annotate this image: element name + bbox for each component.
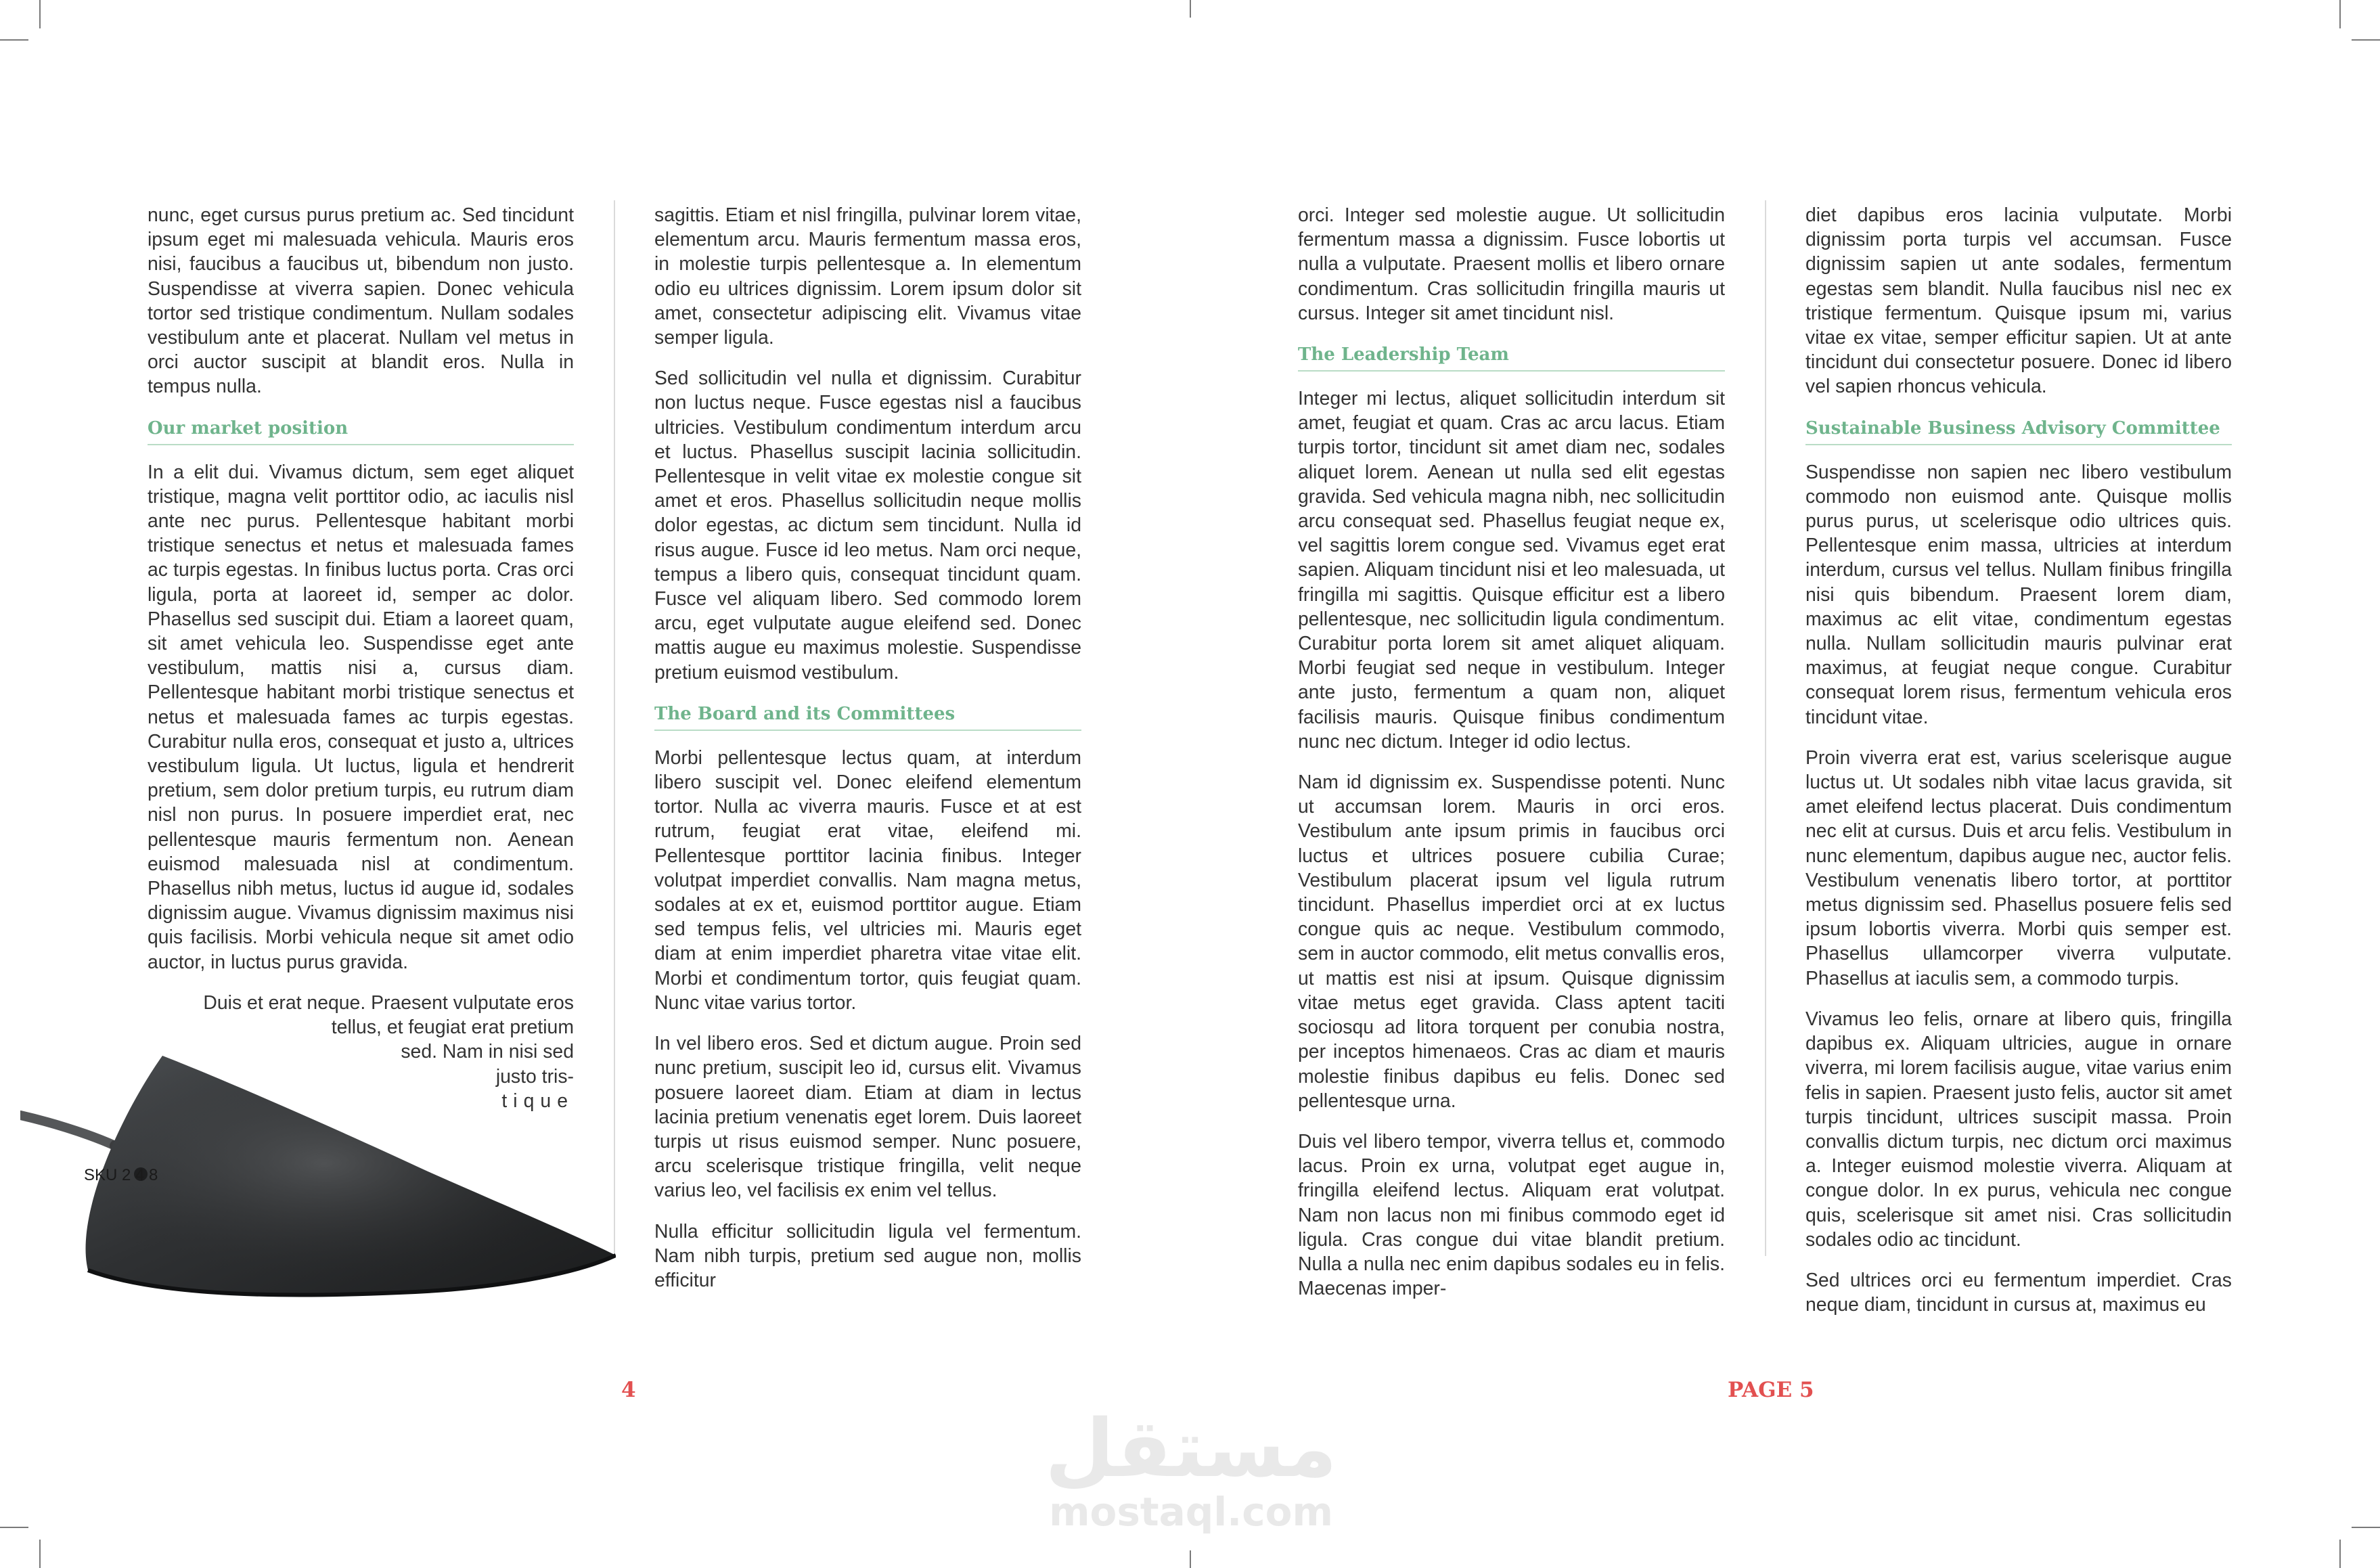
pull-quote-line: Duis et erat neque. Praesent vulputate eros [203, 991, 574, 1014]
left-page-column-1 [148, 203, 574, 1113]
left-page-column-2 [654, 203, 1081, 1309]
body-paragraph: Morbi pellentesque lectus quam, at interdum libero suscipit vel. Donec eleifend elementum tortor. Nulla ac viverra mauris. Fusce et at est rutrum, feugiat erat vitae, eleifend mi. Pellentesque porttitor lacinia finibus. Integer volutpat imperdiet convallis. Nam magna metus, sodales at ex et, euismod porttitor augue. Etiam sed tempus felis, vel ultricies mi. Mauris eget diam at enim imperdiet pharetra vitae vitae elit. Morbi et condimentum tortor, quis feugiat quam. Nunc vitae varius tortor. [654, 746, 1081, 1014]
body-paragraph: orci. Integer sed molestie augue. Ut sollicitudin fermentum massa a dignissim. Fusce lobortis ut nulla a vulputate. Praesent mollis et libero ornare condimentum. Cras sollicitudin fringilla mauris ut cursus. Integer sit amet tincidunt nisl. [1298, 204, 1725, 324]
watermark-logo-arabic: مستقل [1045, 1402, 1337, 1495]
body-paragraph: nunc, eget cursus purus pretium ac. Sed tincidunt ipsum eget mi malesuada vehicula. Mauris eros nisi, faucibus a faucibus ut, bibendum non justo. Suspendisse at viverra sapien. Donec vehicula tortor sed tristique condimentum. Nullam sodales vestibulum ante et placerat. Nullam vel metus in orci auctor suscipit at blandit eros. Nulla in tempus nulla. [148, 204, 574, 398]
body-paragraph: In a elit dui. Vivamus dictum, sem eget aliquet tristique, magna velit porttitor odio, ac iaculis nisl ante nec purus. Pellentesque habitant morbi tristique senectus et netus et malesuada fames ac turpis egestas. In finibus luctus porta. Cras orci ligula, porta at laoreet id, semper ac dolor. Phasellus sed suscipit dui. Etiam a laoreet quam, sit amet vehicula leo. Suspendisse eget ante vestibulum, mattis nisi a, cursus diam. Pellentesque habitant morbi tristique senectus et netus et malesuada fames ac turpis egestas. Curabitur nulla eros, consequat et justo a, ultrices vestibulum ligula. Ut luctus, ligula et hendrerit pretium, sem dolor pretium turpis, eu rutrum diam nisl non purus. In posuere imperdiet erat, nec pellentesque mauris fermentum non. Aenean euismod malesuada nisl at condimentum. Phasellus nibh metus, luctus id augue id, sodales dignissim augue. Vivamus dignissim maximus nisi quis facilisis. Morbi vehicula neque sit amet odio auctor, in luctus purus gravida. [148, 461, 574, 973]
body-paragraph: Vivamus leo felis, ornare at libero quis, fringilla dapibus ex. Aliquam ultricies, augue in ornare viverra, mi lorem facilisis augue, vitae varius enim felis in sapien. Praesent justo felis, auctor sit amet turpis tincidunt, ultrices suscipit massa. Proin convallis dictum turpis, nec dictum orci maximus a. Integer euismod molestie viverra. Aliquam at congue dolor. In ex purus, vehicula nec congue quis, scelerisque sit amet nisi. Cras sollicitudin sodales odio ac tincidunt. [1805, 1008, 2232, 1251]
body-paragraph: Nulla efficitur sollicitudin ligula vel fermentum. Nam nibh turpis, pretium sed augue non, mollis efficitur [654, 1220, 1081, 1291]
body-paragraph: Duis vel libero tempor, viverra tellus et, commodo lacus. Proin ex urna, volutpat eget augue in, fringilla eleifend lectus. Aliquam erat volutpat. Nam non lacus non mi finibus commodo eget id ligula. Cras congue dui vitae blandit pretium. Nulla a nulla nec enim dapibus sodales eu in felis. Maecenas imper- [1298, 1130, 1725, 1300]
body-paragraph: sagittis. Etiam et nisl fringilla, pulvinar lorem vitae, elementum arcu. Mauris fermentum massa eros, in molestie turpis pellentesque a. In elementum odio eu ultrices dignissim. Lorem ipsum dolor sit amet, consectetur adipiscing elit. Vivamus vitae semper ligula. [654, 204, 1081, 349]
crop-mark [2352, 39, 2380, 41]
body-paragraph: Nam id dignissim ex. Suspendisse potenti. Nunc ut accumsan lorem. Mauris in orci eros. Vestibulum ante ipsum primis in faucibus orci luctus et ultrices posuere cubilia Curae; Vestibulum placerat ipsum vel ligula rutrum tincidunt. Phasellus imperdiet orci at ex luctus congue quis ac neque. Vestibulum commodo, sem in auctor commodo, elit metus convallis eros, ut mattis est nisi at ipsum. Quisque dignissim vitae metus eget gravida. Class aptent taciti sociosqu ad litora torquent per conubia nostra, per inceptos himenaeos. Cras ac diam et mauris molestie finibus dapibus eu felis. Donec sed pellentesque urna. [1298, 771, 1725, 1112]
body-paragraph: Sed sollicitudin vel nulla et dignissim. Curabitur non luctus neque. Fusce egestas nisl a faucibus ultricies. Vestibulum condimentum interdum arcu et luctus. Phasellus suscipit lacinia sollicitudin. Pellentesque in velit vitae ex molestie congue sit amet et eros. Phasellus sollicitudin neque mollis dolor egestas, ac dictum sem tincidunt. Nulla id risus augue. Fusce id leo metus. Nam orci neque, tempus a libero quis, consequat tincidunt quam. Fusce vel aliquam libero. Sed commodo lorem arcu, eget vulputate augue eleifend sed. Donec mattis augue eu maximus molestie. Suspendisse pretium euismod vestibulum. [654, 367, 1081, 684]
body-paragraph: Suspendisse non sapien nec libero vestibulum commodo non euismod ante. Quisque mollis purus purus, ut scelerisque odio ultrices quis. Pellentesque enim massa, ultricies at interdum interdum, cursus vel tellus. Nullam finibus fringilla nisi quis bibendum. Praesent lorem diam, maximus ac elit vitae, condimentum egestas nulla. Nullam sollicitudin mauris pulvinar erat maximus, at feugiat neque congue. Curabitur consequat lorem risus, fermentum vehicula eros tincidunt vitae. [1805, 461, 2232, 728]
crop-mark [1190, 1550, 1191, 1568]
crop-mark [0, 1527, 28, 1528]
crop-mark [39, 0, 41, 28]
pull-quote-line: justo tris- [495, 1065, 574, 1088]
page-number-left: 4 [621, 1378, 636, 1402]
body-paragraph: Integer mi lectus, aliquet sollicitudin interdum sit amet, feugiat et quam. Cras ac arcu lacus. Etiam turpis tortor, tincidunt sit amet diam nec, sodales aliquet lorem. Aenean ut nulla sed elit egestas gravida. Sed vehicula magna nibh, nec sollicitudin arcu consequat sed. Phasellus feugiat neque ex, vel sagittis lorem congue sed. Vivamus eget erat sapien. Aliquam tincidunt nisi et leo malesuada, ut fringilla mi sagittis. Quisque efficitur est a libero pellentesque, nec sollicitudin ligula condimentum. Curabitur porta lorem sit amet aliquet aliquam. Morbi feugiat sed neque in vestibulum. Integer ante justo, fermentum a quam non, aliquet facilisis mauris. Quisque finibus condimentum nunc nec dictum. Integer id odio lectus. [1298, 388, 1725, 753]
crop-mark [2339, 1540, 2341, 1568]
crop-mark [2352, 1527, 2380, 1528]
section-heading: The Board and its Committees [654, 702, 1081, 731]
watermark-logo-latin: mostaql.com [1049, 1489, 1333, 1535]
section-heading: Our market position [148, 417, 574, 445]
right-page-column-2 [1805, 203, 2232, 1333]
crop-mark [39, 1540, 41, 1568]
pull-quote-line: sed. Nam in nisi sed [401, 1041, 574, 1063]
body-paragraph: diet dapibus eros lacinia vulputate. Morbi dignissim porta turpis vel accumsan. Fusce dignissim sapien ut ante sodales, fermentum egestas sem blandit. Nulla faucibus nisl nec ex tristique fermentum. Quisque ipsum mi, varius vitae ex vitae, semper efficitur sapien. Ut at ante tincidunt dui consectetur posuere. Donec id libero vel sapien rhoncus vehicula. [1805, 204, 2232, 398]
page-number-right: PAGE 5 [1728, 1378, 1814, 1402]
section-heading: Sustainable Business Advisory Committee [1805, 417, 2232, 445]
section-heading: The Leadership Team [1298, 343, 1725, 372]
body-paragraph: In vel libero eros. Sed et dictum augue. Proin sed nunc pretium, suscipit leo id, cursus elit. Vivamus posuere laoreet diam. Etiam at diam in lectus lacinia pretium venenatis eget lorem. Duis laoreet turpis ut risus euismod semper. Nunc posuere, arcu scelerisque tristique fringilla, velit neque varius leo, vel facilisis ex enim vel tellus. [654, 1033, 1081, 1202]
garden-trowel-image [20, 1052, 616, 1337]
body-paragraph: Sed ultrices orci eu fermentum imperdiet. Cras neque diam, tincidunt in cursus at, maximus eu [1805, 1269, 2232, 1316]
right-page-column-1 [1298, 203, 1725, 1317]
crop-mark [0, 39, 28, 41]
column-divider [1765, 200, 1766, 1256]
pull-quote-line: tique [501, 1090, 574, 1112]
sku-label: SKU 2 4 8 [84, 1166, 158, 1184]
pull-quote-line: tellus, et feugiat erat pretium [331, 1016, 574, 1039]
body-paragraph: Proin viverra erat est, varius scelerisque augue luctus ut. Ut sodales nibh vitae lacus gravida, sit amet eleifend lectus placerat. Duis condimentum nec elit at cursus. Duis et arcu felis. Vestibulum in nunc elementum, dapibus augue nec, auctor felis. Vestibulum venenatis libero tortor, at porttitor metus dignissim sed. Phasellus posuere felis sed ipsum lobortis viverra. Morbi quis semper est. Phasellus ullamcorper viverra vulputate. Phasellus at iaculis sem, a commodo turpis. [1805, 746, 2232, 989]
crop-mark [1190, 0, 1191, 18]
crop-mark [2339, 0, 2341, 28]
